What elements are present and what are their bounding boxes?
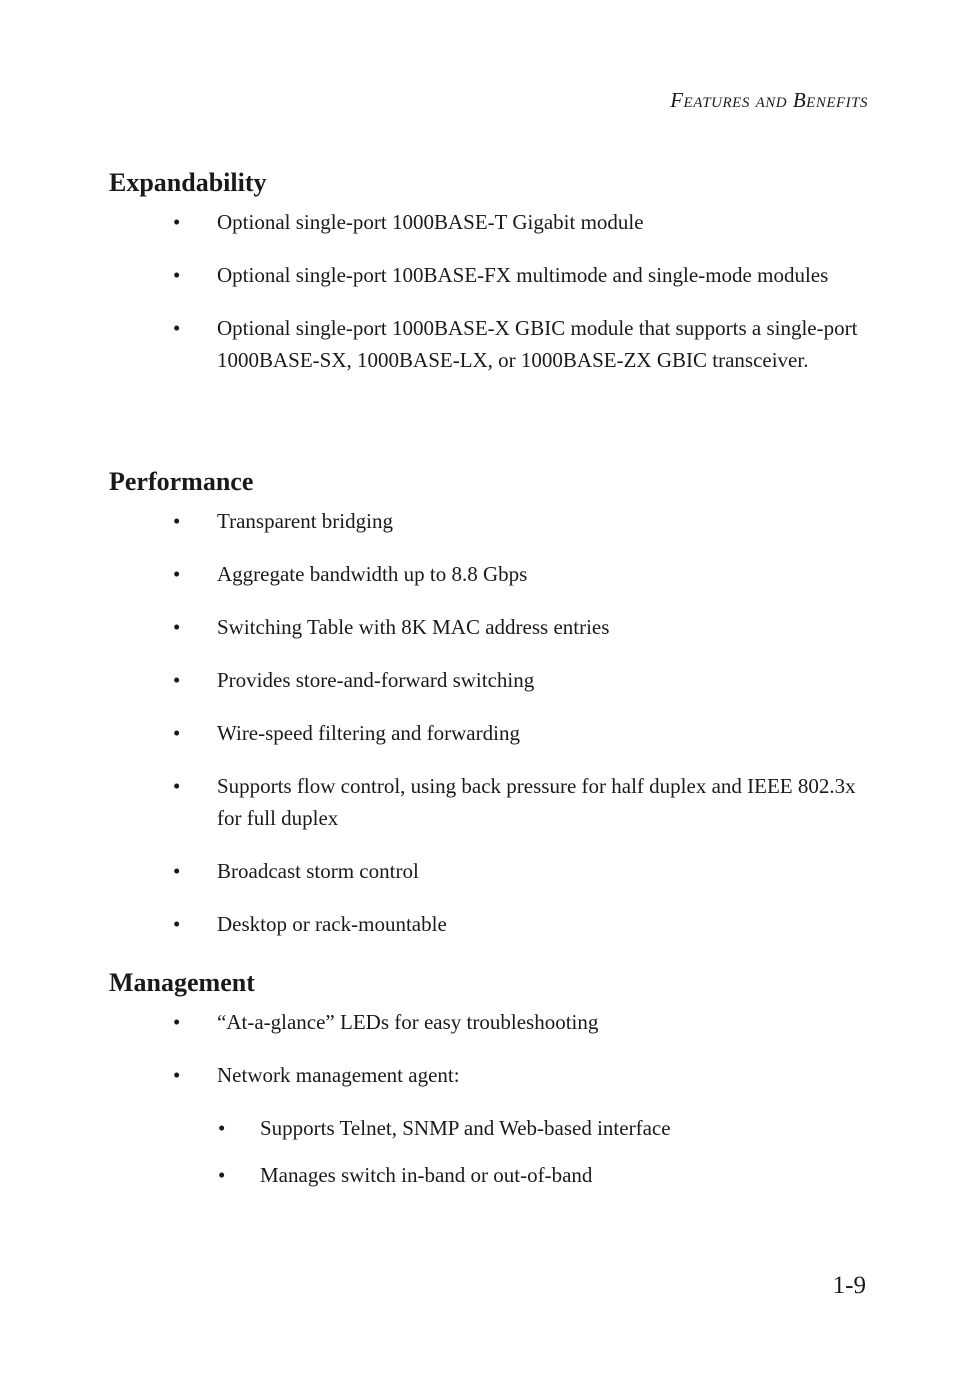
list-item-text: Desktop or rack-mountable [217, 911, 447, 936]
section-heading-performance: Performance [109, 467, 254, 496]
bullet-icon: • [173, 615, 181, 639]
sub-list-item-text: Supports Telnet, SNMP and Web-based interface [260, 1116, 671, 1140]
bullet-icon: • [173, 668, 181, 692]
section-heading-expandability: Expandability [109, 168, 267, 197]
list-item-text: Provides store-and-forward switching [217, 668, 535, 692]
bullet-icon: • [173, 562, 181, 586]
management-sub-list [0, 1113, 954, 1206]
list-item [0, 1060, 954, 1092]
list-item [0, 718, 954, 750]
bullet-icon: • [173, 509, 181, 533]
list-item [0, 909, 954, 941]
running-header: Features and Benefits [670, 88, 868, 112]
list-item-text: Supports flow control, using back pressure for half duplex and IEEE 802.3x for full duplex [217, 774, 856, 830]
page-number: 1-9 [832, 1272, 866, 1299]
sub-list-item [0, 1113, 954, 1145]
list-item [0, 313, 954, 376]
list-item-text: Optional single-port 1000BASE-X GBIC module that supports a single-port 1000BASE-SX, 1000BASE-LX, or 1000BASE-ZX GBIC transceiver. [217, 316, 858, 372]
expandability-list [0, 207, 954, 376]
list-item [0, 665, 954, 697]
bullet-icon: • [173, 774, 181, 798]
bullet-icon: • [173, 911, 181, 936]
bullet-icon: • [218, 1162, 226, 1187]
bullet-icon: • [173, 858, 181, 883]
bullet-icon: • [173, 316, 181, 340]
list-item [0, 506, 954, 538]
bullet-icon: • [173, 263, 181, 287]
list-item-text: Optional single-port 1000BASE-T Gigabit module [217, 210, 644, 234]
list-item-text: Aggregate bandwidth up to 8.8 Gbps [217, 562, 528, 586]
list-item-text: “At-a-glance” LEDs for easy troubleshooting [217, 1010, 599, 1034]
list-item-text: Switching Table with 8K MAC address entries [217, 615, 610, 639]
list-item-text: Optional single-port 100BASE-FX multimode and single-mode modules [217, 263, 829, 287]
bullet-icon: • [173, 210, 181, 234]
list-item-text: Wire-speed filtering and forwarding [217, 721, 520, 745]
list-item-text: Transparent bridging [217, 509, 393, 533]
management-list [0, 1007, 954, 1092]
list-item-text: Network management agent: [217, 1063, 460, 1087]
performance-list [0, 506, 954, 940]
sub-list-item [0, 1160, 954, 1192]
list-item [0, 612, 954, 644]
list-item [0, 856, 954, 888]
list-item [0, 207, 954, 239]
bullet-icon: • [173, 1063, 181, 1087]
list-item [0, 260, 954, 292]
sub-list-item-text: Manages switch in-band or out-of-band [260, 1162, 593, 1187]
list-item [0, 771, 954, 834]
bullet-icon: • [173, 1010, 181, 1034]
bullet-icon: • [173, 721, 181, 745]
list-item [0, 559, 954, 591]
section-heading-management: Management [109, 968, 255, 997]
list-item [0, 1007, 954, 1039]
bullet-icon: • [218, 1116, 226, 1140]
list-item-text: Broadcast storm control [217, 858, 419, 883]
